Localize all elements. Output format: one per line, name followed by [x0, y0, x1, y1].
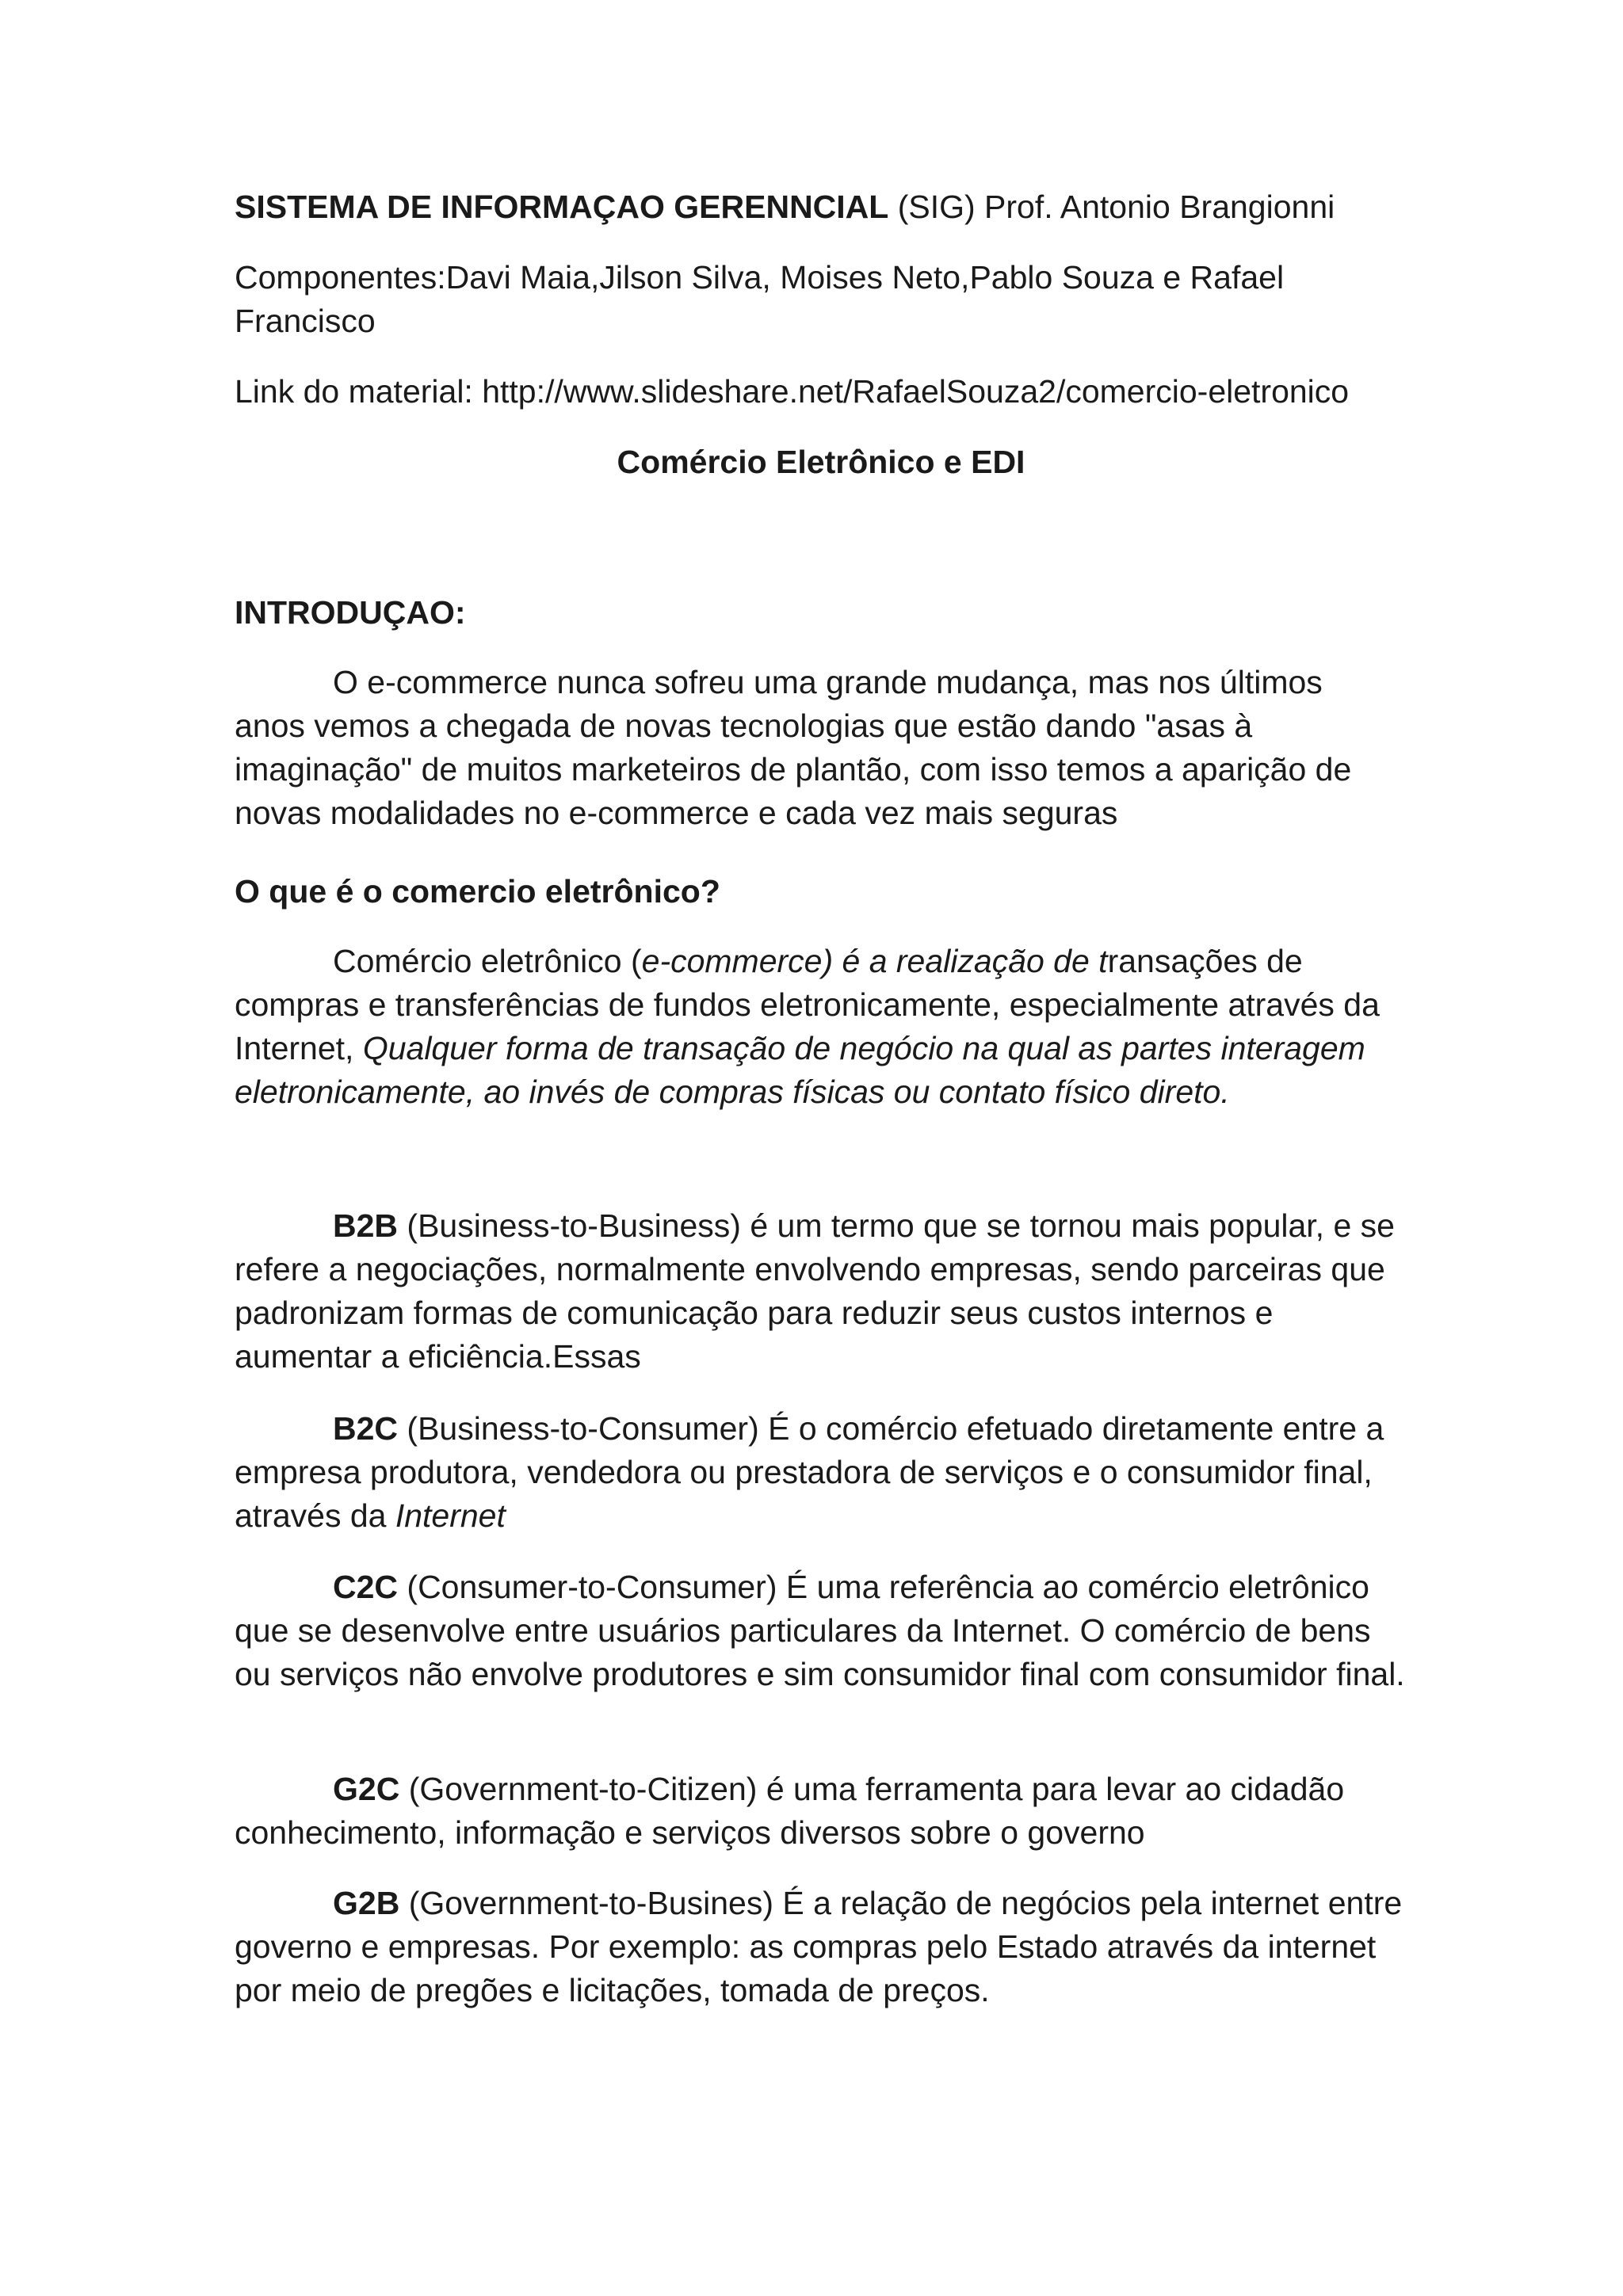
header-title-bold: SISTEMA DE INFORMAÇAO GERENNCIAL	[235, 189, 889, 225]
definition-part1: Comércio eletrônico (	[333, 943, 642, 979]
model-code-b2b: B2B	[333, 1207, 399, 1244]
model-code-g2b: G2B	[333, 1885, 400, 1921]
definition-paragraph	[235, 940, 1407, 1114]
header-link: Link do material: http://www.slideshare.net/RafaelSouza2/comercio-eletronico	[235, 373, 1350, 410]
model-text-g2b: (Government-to-Busines) É a relação de negócios pela internet entre governo e empresas. Por exemplo: as compras pelo Estado através da internet por meio de pregões e licitações, tomada de preços.	[235, 1885, 1403, 2008]
intro-heading: INTRODUÇAO:	[235, 594, 466, 631]
document-title: Comércio Eletrônico e EDI	[617, 444, 1025, 480]
model-c2c	[235, 1566, 1407, 1696]
model-b2c	[235, 1407, 1407, 1538]
header-components: Componentes:Davi Maia,Jilson Silva, Moises Neto,Pablo Souza e Rafael Francisco	[235, 259, 1285, 339]
model-text-b2c: (Business-to-Consumer) É o comércio efetuado diretamente entre a empresa produtora, vendedora ou prestadora de serviços e o consumidor final, através da	[235, 1410, 1384, 1534]
header-title	[235, 185, 1407, 229]
intro-paragraph: O e-commerce nunca sofreu uma grande mudança, mas nos últimos anos vemos a chegada de novas tecnologias que estão dando "asas à imaginação" de muitos marketeiros de plantão, com isso temos a aparição de novas modalidades no e-commerce e cada vez mais seguras	[235, 664, 1352, 831]
model-b2b	[235, 1204, 1407, 1379]
model-text-c2c: (Consumer-to-Consumer) É uma referência ao comércio eletrônico que se desenvolve entre usuários particulares da Internet. O comércio de bens ou serviços não envolve produtores e sim consumidor final com consumidor final.	[235, 1569, 1405, 1692]
definition-part2: e-commerce) é a realização de t	[641, 943, 1108, 979]
model-text-g2c: (Government-to-Citizen) é uma ferramenta para levar ao cidadão conhecimento, informação e serviços diversos sobre o governo	[235, 1771, 1345, 1851]
definition-part4: Qualquer forma de transação de negócio na qual as partes interagem eletronicamente, ao invés de compras físicas ou contato físico direto.	[235, 1030, 1365, 1110]
model-text-b2b: (Business-to-Business) é um termo que se tornou mais popular, e se refere a negociações, normalmente envolvendo empresas, sendo parceiras que padronizam formas de comunicação para reduzir seus custos internos e aumentar a eficiência.Essas	[235, 1207, 1395, 1375]
model-code-c2c: C2C	[333, 1569, 399, 1605]
model-code-b2c: B2C	[333, 1410, 399, 1447]
definition-part3: ransações de compras e transferências de fundos eletronicamente, especialmente através da Internet,	[235, 943, 1380, 1066]
header-title-rest: (SIG) Prof. Antonio Brangionni	[888, 189, 1335, 225]
model-code-g2c: G2C	[333, 1771, 400, 1807]
model-g2c	[235, 1768, 1407, 1855]
model-g2b	[235, 1882, 1407, 2012]
definition-heading: O que é o comercio eletrônico?	[235, 873, 720, 910]
model-text-b2c-internet: Internet	[395, 1497, 506, 1534]
